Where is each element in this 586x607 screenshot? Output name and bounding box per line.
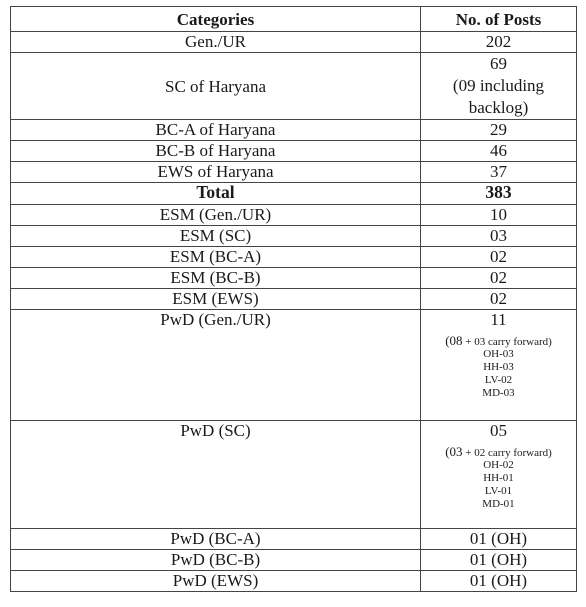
table-row [11, 162, 577, 183]
posts-value: 69 [490, 54, 507, 73]
posts-cell [421, 310, 577, 421]
category-cell: PwD (Gen./UR) [11, 310, 421, 421]
header-no-of-posts: No. of Posts [421, 7, 577, 32]
category-cell: BC-A of Haryana [11, 120, 421, 141]
note-rest: + 03 carry forward) [462, 336, 552, 348]
posts-cell: 01 (OH) [421, 529, 577, 550]
table-row [11, 421, 577, 529]
posts-cell: 01 (OH) [421, 550, 577, 571]
category-cell: PwD (BC-B) [11, 550, 421, 571]
carry-forward-note: (08 + 03 carry forward) [445, 333, 552, 348]
category-cell: ESM (EWS) [11, 289, 421, 310]
category-cell: ESM (BC-B) [11, 268, 421, 289]
category-cell: BC-B of Haryana [11, 141, 421, 162]
detail-line: MD-01 [482, 498, 515, 510]
table-row [11, 247, 577, 268]
posts-cell: 02 [421, 289, 577, 310]
table-row [11, 141, 577, 162]
category-cell: ESM (Gen./UR) [11, 205, 421, 226]
posts-table [10, 6, 577, 592]
table-row [11, 53, 577, 120]
total-value: 383 [421, 183, 577, 205]
posts-cell: 37 [421, 162, 577, 183]
posts-cell [421, 53, 577, 120]
carry-forward-note: (03 + 02 carry forward) [445, 444, 552, 459]
detail-line: LV-02 [484, 374, 513, 386]
table-row [11, 268, 577, 289]
table-row [11, 550, 577, 571]
posts-cell [421, 421, 577, 529]
posts-note: backlog) [468, 98, 529, 117]
detail-line: HH-01 [483, 472, 514, 484]
table-row [11, 205, 577, 226]
category-cell: PwD (BC-A) [11, 529, 421, 550]
detail-line: LV-01 [484, 485, 513, 497]
table-row [11, 310, 577, 421]
category-cell: ESM (BC-A) [11, 247, 421, 268]
table-row [11, 120, 577, 141]
table-row [11, 226, 577, 247]
header-row [11, 7, 577, 32]
note-prefix: 03 [449, 444, 463, 459]
category-cell: PwD (EWS) [11, 571, 421, 592]
posts-cell: 01 (OH) [421, 571, 577, 592]
note-prefix: 08 [449, 333, 463, 348]
posts-cell: 10 [421, 205, 577, 226]
category-cell: Gen./UR [11, 32, 421, 53]
total-label: Total [11, 183, 421, 205]
posts-value: 11 [490, 310, 507, 329]
header-categories: Categories [11, 7, 421, 32]
posts-cell: 46 [421, 141, 577, 162]
table-row [11, 32, 577, 53]
category-cell: ESM (SC) [11, 226, 421, 247]
posts-cell: 02 [421, 268, 577, 289]
note-rest: + 02 carry forward) [462, 447, 552, 459]
detail-line: MD-03 [482, 387, 515, 399]
category-cell: PwD (SC) [11, 421, 421, 529]
posts-cell: 202 [421, 32, 577, 53]
posts-value: 05 [490, 421, 507, 440]
table-row [11, 571, 577, 592]
detail-line: HH-03 [483, 361, 514, 373]
detail-line: OH-03 [483, 348, 514, 360]
total-row [11, 183, 577, 205]
table-row [11, 289, 577, 310]
posts-note: (09 including [452, 76, 545, 95]
posts-cell: 02 [421, 247, 577, 268]
posts-cell: 03 [421, 226, 577, 247]
posts-cell: 29 [421, 120, 577, 141]
category-cell: SC of Haryana [11, 53, 421, 120]
detail-line: OH-02 [483, 459, 514, 471]
table-row [11, 529, 577, 550]
category-cell: EWS of Haryana [11, 162, 421, 183]
